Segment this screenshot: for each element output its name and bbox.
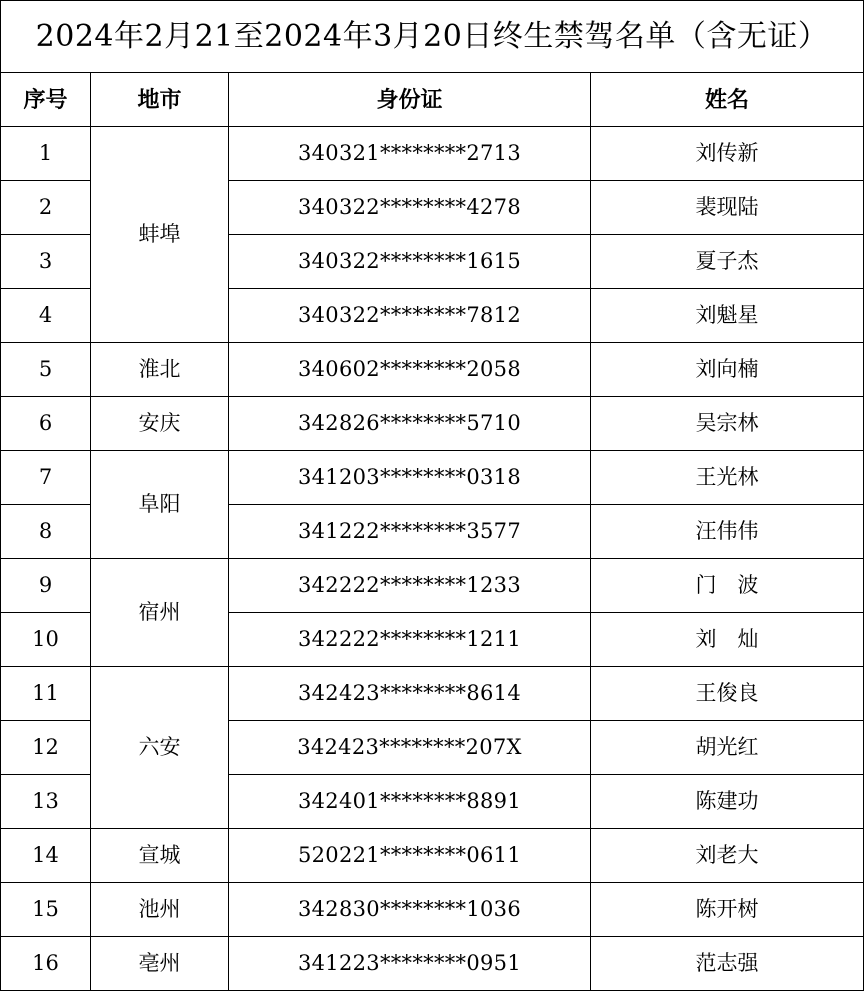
row-id-card: 342222********1211 (229, 613, 591, 667)
title-row (1, 1, 864, 73)
table-row (1, 127, 864, 181)
header-city: 地市 (91, 73, 229, 127)
table-row (1, 397, 864, 451)
table-row (1, 343, 864, 397)
row-name: 陈建功 (591, 775, 864, 829)
document-title: 2024年2月21至2024年3月20日终生禁驾名单（含无证） (1, 1, 864, 73)
row-id-card: 341203********0318 (229, 451, 591, 505)
row-id-card: 341223********0951 (229, 937, 591, 991)
row-index: 9 (1, 559, 91, 613)
row-index: 14 (1, 829, 91, 883)
row-id-card: 341222********3577 (229, 505, 591, 559)
row-id-card: 342222********1233 (229, 559, 591, 613)
row-name: 陈开树 (591, 883, 864, 937)
row-name: 王光林 (591, 451, 864, 505)
table-row (1, 667, 864, 721)
table-row (1, 883, 864, 937)
row-id-card: 520221********0611 (229, 829, 591, 883)
row-name: 汪伟伟 (591, 505, 864, 559)
header-row (1, 73, 864, 127)
row-index: 11 (1, 667, 91, 721)
row-index: 12 (1, 721, 91, 775)
row-name: 门 波 (591, 559, 864, 613)
row-name: 刘传新 (591, 127, 864, 181)
row-city: 六安 (91, 667, 229, 829)
row-index: 15 (1, 883, 91, 937)
row-city: 宣城 (91, 829, 229, 883)
row-id-card: 342423********8614 (229, 667, 591, 721)
row-name: 刘 灿 (591, 613, 864, 667)
row-id-card: 340322********7812 (229, 289, 591, 343)
row-name: 吴宗林 (591, 397, 864, 451)
table-row (1, 937, 864, 991)
table-row (1, 451, 864, 505)
row-index: 1 (1, 127, 91, 181)
row-index: 4 (1, 289, 91, 343)
row-city: 淮北 (91, 343, 229, 397)
row-index: 10 (1, 613, 91, 667)
row-name: 刘魁星 (591, 289, 864, 343)
row-id-card: 340602********2058 (229, 343, 591, 397)
row-name: 刘向楠 (591, 343, 864, 397)
row-index: 2 (1, 181, 91, 235)
row-id-card: 342401********8891 (229, 775, 591, 829)
row-index: 8 (1, 505, 91, 559)
table-row (1, 829, 864, 883)
row-city: 宿州 (91, 559, 229, 667)
row-name: 王俊良 (591, 667, 864, 721)
header-name: 姓名 (591, 73, 864, 127)
row-city: 安庆 (91, 397, 229, 451)
row-index: 16 (1, 937, 91, 991)
row-name: 胡光红 (591, 721, 864, 775)
row-index: 5 (1, 343, 91, 397)
table-row (1, 559, 864, 613)
row-city: 亳州 (91, 937, 229, 991)
header-id-card: 身份证 (229, 73, 591, 127)
row-name: 裴现陆 (591, 181, 864, 235)
row-index: 13 (1, 775, 91, 829)
row-city: 阜阳 (91, 451, 229, 559)
row-city: 蚌埠 (91, 127, 229, 343)
row-id-card: 340322********4278 (229, 181, 591, 235)
row-id-card: 342423********207X (229, 721, 591, 775)
row-name: 刘老大 (591, 829, 864, 883)
row-name: 范志强 (591, 937, 864, 991)
row-index: 7 (1, 451, 91, 505)
row-id-card: 342830********1036 (229, 883, 591, 937)
row-city: 池州 (91, 883, 229, 937)
row-index: 6 (1, 397, 91, 451)
row-name: 夏子杰 (591, 235, 864, 289)
row-id-card: 340322********1615 (229, 235, 591, 289)
row-id-card: 342826********5710 (229, 397, 591, 451)
row-index: 3 (1, 235, 91, 289)
header-index: 序号 (1, 73, 91, 127)
row-id-card: 340321********2713 (229, 127, 591, 181)
